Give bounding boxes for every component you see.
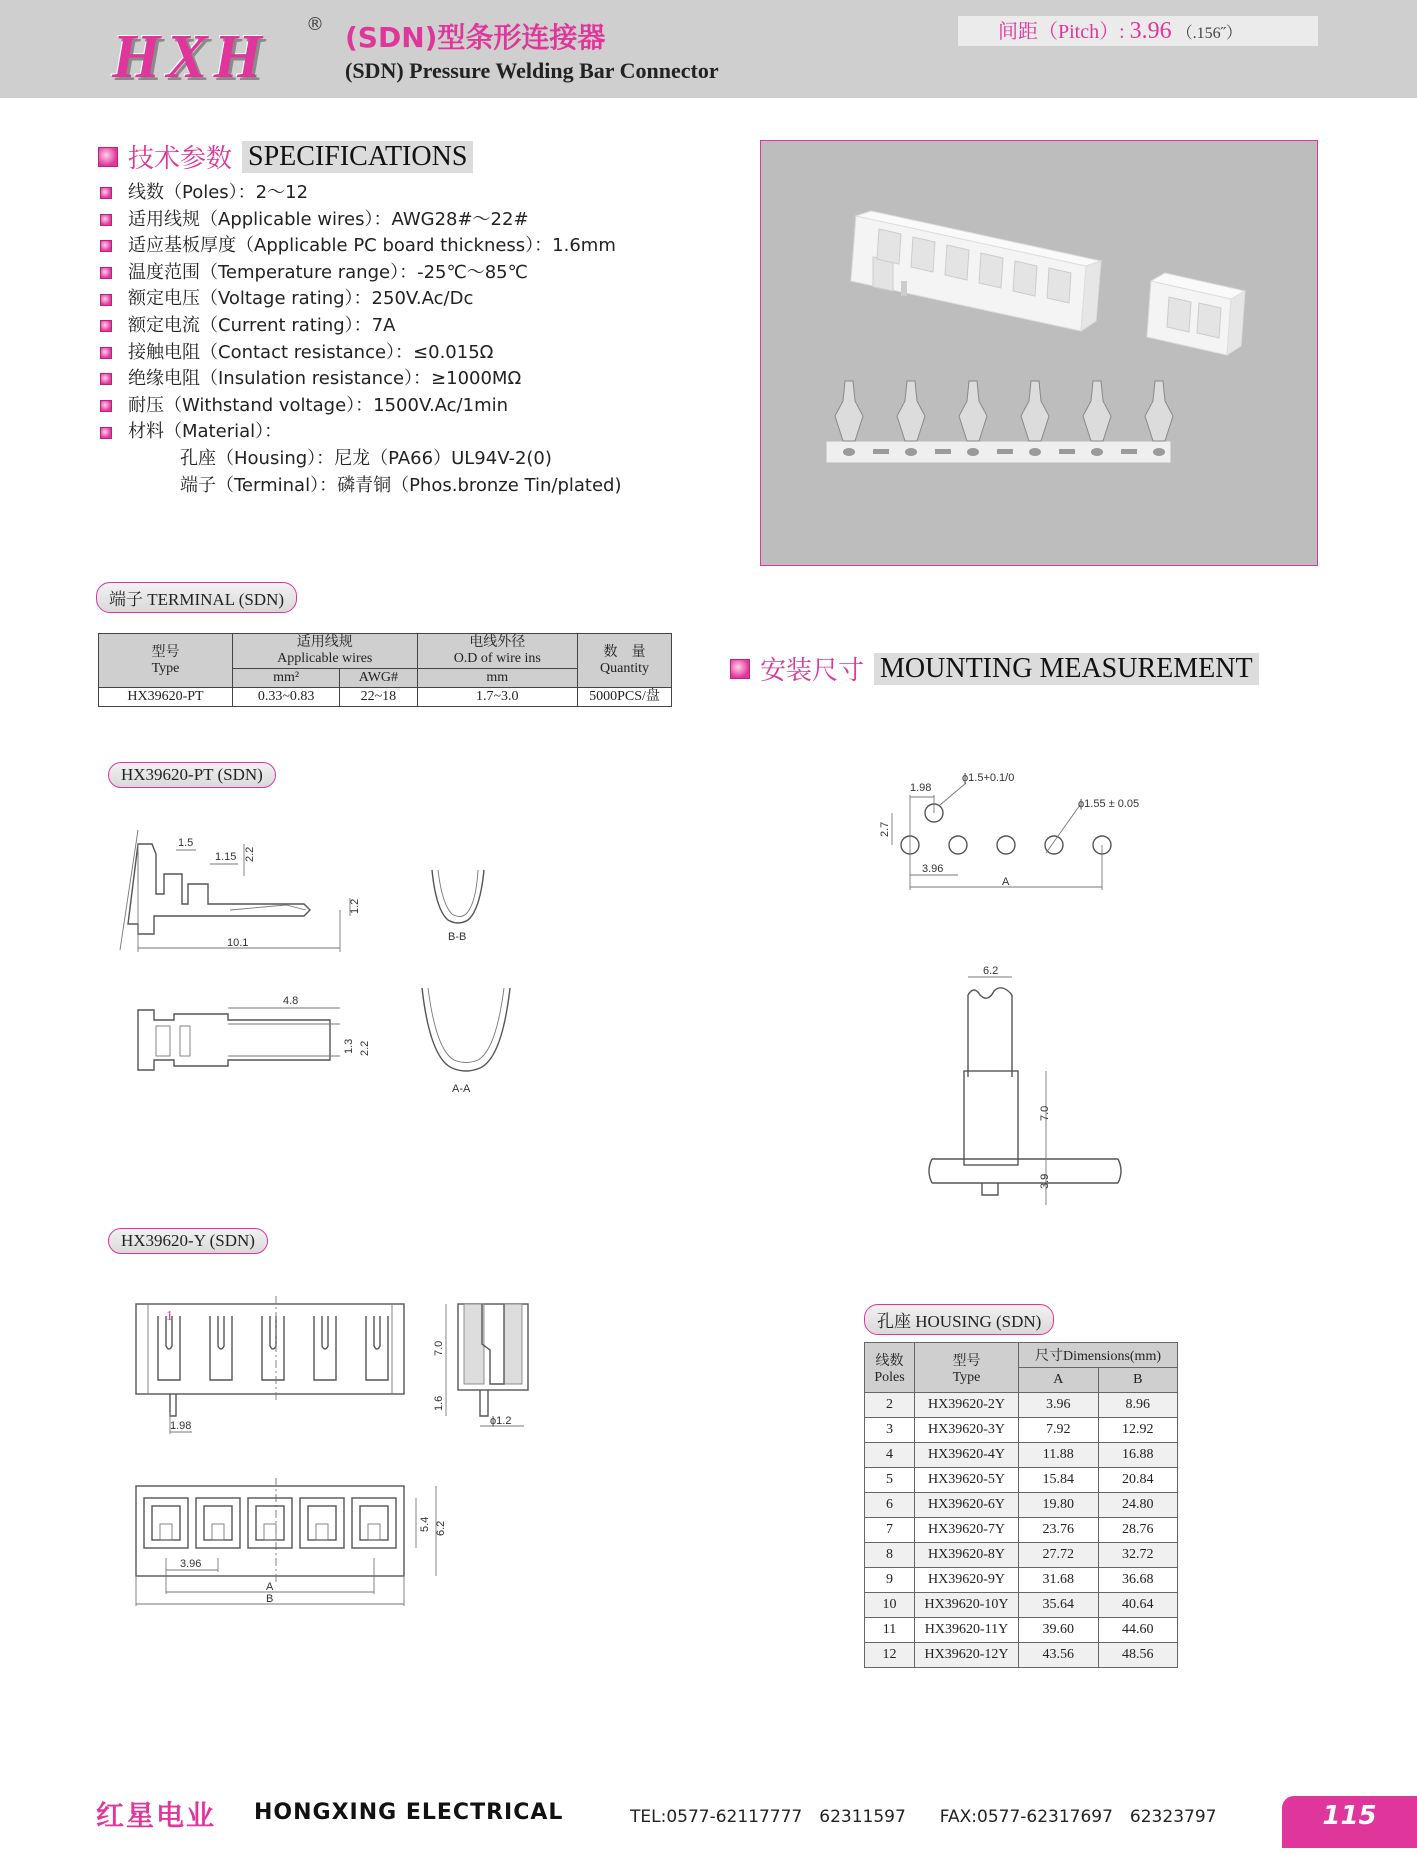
spec-item <box>100 207 622 234</box>
section-a-a-label: A-A <box>452 1083 471 1095</box>
mounting-title-en: MOUNTING MEASUREMENT <box>874 653 1259 685</box>
cell-b: 36.68 <box>1098 1568 1178 1593</box>
page-number: 115 <box>1282 1796 1417 1848</box>
connector-photo-illustration <box>761 141 1319 567</box>
mount-hole-b-dim: ϕ1.55 ± 0.05 <box>1078 798 1140 810</box>
th-mm2: mm² <box>233 669 340 688</box>
table-row <box>865 1593 1178 1618</box>
cell-od: 1.7~3.0 <box>417 688 578 707</box>
cell-type: HX39620-2Y <box>915 1393 1019 1418</box>
cell-b: 24.80 <box>1098 1493 1178 1518</box>
cell-poles: 3 <box>865 1418 915 1443</box>
housing-dim-3-96: 3.96 <box>180 1558 202 1570</box>
dim-10-1: 10.1 <box>227 937 249 949</box>
registered-mark: ® <box>306 14 324 35</box>
section-b-b-label: B-B <box>448 931 467 943</box>
cell-a: 7.92 <box>1019 1418 1099 1443</box>
cell-a: 15.84 <box>1019 1468 1099 1493</box>
housing-dim-phi-1-2: ϕ1.2 <box>490 1415 512 1427</box>
cell-type: HX39620-6Y <box>915 1493 1019 1518</box>
dim-2-2: 2.2 <box>244 846 256 862</box>
cell-a: 43.56 <box>1019 1643 1099 1668</box>
cell-poles: 6 <box>865 1493 915 1518</box>
specifications-list <box>100 180 622 499</box>
table-row <box>865 1643 1178 1668</box>
dim-1-2: 1.2 <box>349 898 361 914</box>
square-bullet-icon <box>98 147 118 167</box>
cell-a: 3.96 <box>1019 1393 1099 1418</box>
spec-item <box>100 260 622 287</box>
square-bullet-icon <box>100 294 112 306</box>
cell-type: HX39620-12Y <box>915 1643 1019 1668</box>
th-quantity: 数 量 Quantity <box>578 634 672 688</box>
spec-item <box>100 233 622 260</box>
spec-item <box>100 419 622 446</box>
table-row <box>865 1468 1178 1493</box>
cell-b: 44.60 <box>1098 1618 1178 1643</box>
th-wires: 适用线规 Applicable wires <box>233 634 418 669</box>
housing-dim-1-98: 1.98 <box>170 1420 192 1432</box>
housing-dim-b: B <box>266 1593 274 1605</box>
cell-b: 12.92 <box>1098 1418 1178 1443</box>
th-type: 型号 Type <box>915 1343 1019 1393</box>
pitch-box <box>958 16 1318 46</box>
housing-dim-1-6: 1.6 <box>433 1395 445 1411</box>
cell-type: HX39620-11Y <box>915 1618 1019 1643</box>
spec-text: 适用线规（Applicable wires）：AWG28#～22# <box>128 208 529 230</box>
table-row <box>865 1543 1178 1568</box>
spec-text: 额定电压（Voltage rating）：250V.Ac/Dc <box>128 288 474 310</box>
cell-b: 20.84 <box>1098 1468 1178 1493</box>
table-row <box>865 1493 1178 1518</box>
mounting-drawing <box>870 765 1170 1215</box>
square-bullet-icon <box>100 427 112 439</box>
spec-item <box>100 366 622 393</box>
table-row <box>865 1418 1178 1443</box>
housing-table <box>864 1342 1178 1668</box>
spec-item <box>100 313 622 340</box>
spec-text: 额定电流（Current rating）：7A <box>128 314 396 336</box>
pin-1-mark: 1 <box>166 1309 173 1324</box>
pt-drawing-label: HX39620-PT (SDN) <box>108 762 276 788</box>
square-bullet-icon <box>100 373 112 385</box>
housing-dim-5-4: 5.4 <box>419 1516 431 1532</box>
housing-label: 孔座 HOUSING (SDN) <box>864 1304 1054 1335</box>
cell-poles: 10 <box>865 1593 915 1618</box>
cell-poles: 4 <box>865 1443 915 1468</box>
cell-a: 23.76 <box>1019 1518 1099 1543</box>
square-bullet-icon <box>730 659 750 679</box>
cell-b: 48.56 <box>1098 1643 1178 1668</box>
cell-mm2: 0.33~0.83 <box>233 688 340 707</box>
spec-text: 接触电阻（Contact resistance）：≤0.015Ω <box>128 341 494 363</box>
square-bullet-icon <box>100 240 112 252</box>
cell-poles: 8 <box>865 1543 915 1568</box>
square-bullet-icon <box>100 267 112 279</box>
spec-text: 材料（Material）： <box>128 421 283 443</box>
mount-hole-dim: ϕ1.5+0.1/0 <box>962 772 1015 784</box>
cell-type: HX39620-7Y <box>915 1518 1019 1543</box>
footer-brand-en: HONGXING ELECTRICAL <box>254 1800 564 1825</box>
mount-dim-7-0: 7.0 <box>1039 1105 1051 1121</box>
th-od: 电线外径 O.D of wire ins <box>417 634 578 669</box>
pitch-inch: （.156˝） <box>1176 25 1243 42</box>
terminal-drawing <box>120 830 540 1100</box>
th-poles: 线数 Poles <box>865 1343 915 1393</box>
cell-poles: 2 <box>865 1393 915 1418</box>
cell-poles: 7 <box>865 1518 915 1543</box>
spec-text: 绝缘电阻（Insulation resistance）：≥1000MΩ <box>128 368 522 390</box>
cell-qty: 5000PCS/盘 <box>578 688 672 707</box>
specifications-title-cn: 技术参数 <box>128 144 233 174</box>
cell-type: HX39620-4Y <box>915 1443 1019 1468</box>
housing-dim-6-2: 6.2 <box>435 1520 447 1536</box>
title-chinese: (SDN)型条形连接器 <box>345 21 606 54</box>
cell-awg: 22~18 <box>340 688 417 707</box>
cell-poles: 5 <box>865 1468 915 1493</box>
mounting-title-cn: 安装尺寸 <box>760 656 865 686</box>
th-type: 型号 Type <box>99 634 233 688</box>
square-bullet-icon <box>100 400 112 412</box>
footer-brand-cn: 红星电业 <box>96 1799 217 1832</box>
specifications-heading <box>98 138 473 175</box>
mount-dim-6-2: 6.2 <box>983 965 999 977</box>
page-header <box>0 0 1417 98</box>
pitch-label: 间距（Pitch）: <box>998 21 1125 43</box>
dim-4-8: 4.8 <box>283 995 299 1007</box>
cell-type: HX39620-10Y <box>915 1593 1019 1618</box>
table-row <box>865 1443 1178 1468</box>
cell-a: 35.64 <box>1019 1593 1099 1618</box>
mount-dim-a: A <box>1002 876 1010 888</box>
table-row <box>99 688 672 707</box>
spec-item <box>100 180 622 207</box>
cell-poles: 12 <box>865 1643 915 1668</box>
cell-b: 28.76 <box>1098 1518 1178 1543</box>
housing-6pin-image <box>851 211 1101 331</box>
terminal-table <box>98 633 672 707</box>
specifications-title-en: SPECIFICATIONS <box>242 141 473 173</box>
th-dimensions: 尺寸Dimensions(mm) <box>1019 1343 1178 1368</box>
square-bullet-icon <box>100 214 112 226</box>
terminal-label: 端子 TERMINAL (SDN) <box>96 582 297 613</box>
cell-b: 32.72 <box>1098 1543 1178 1568</box>
dim-2-2b: 2.2 <box>359 1040 371 1056</box>
cell-a: 31.68 <box>1019 1568 1099 1593</box>
terminal-strip-image <box>826 381 1173 463</box>
housing-dim-a: A <box>266 1581 274 1593</box>
housing-2pin-image <box>1147 273 1245 355</box>
footer-tel: TEL:0577-62117777 62311597 <box>630 1807 906 1827</box>
square-bullet-icon <box>100 347 112 359</box>
spec-item <box>100 286 622 313</box>
cell-a: 39.60 <box>1019 1618 1099 1643</box>
cell-type: HX39620-9Y <box>915 1568 1019 1593</box>
spec-text: 适应基板厚度（Applicable PC board thickness）：1.6mm <box>128 235 616 257</box>
mount-dim-3-96: 3.96 <box>922 863 944 875</box>
brand-logo: HXH <box>112 23 268 91</box>
table-row <box>865 1568 1178 1593</box>
pitch-value: 3.96 <box>1129 18 1172 44</box>
th-awg: AWG# <box>340 669 417 688</box>
housing-drawing <box>130 1296 570 1616</box>
table-row <box>865 1518 1178 1543</box>
cell-type: HX39620-3Y <box>915 1418 1019 1443</box>
square-bullet-icon <box>100 320 112 332</box>
dim-1-5: 1.5 <box>178 837 194 849</box>
table-row <box>865 1618 1178 1643</box>
spec-item <box>100 393 622 420</box>
mount-dim-1-98: 1.98 <box>910 782 932 794</box>
mounting-heading <box>730 650 1259 687</box>
cell-a: 27.72 <box>1019 1543 1099 1568</box>
th-b: B <box>1098 1368 1178 1393</box>
dim-1-15: 1.15 <box>215 851 237 863</box>
cell-type: HX39620-8Y <box>915 1543 1019 1568</box>
cell-a: 11.88 <box>1019 1443 1099 1468</box>
cell-poles: 11 <box>865 1618 915 1643</box>
product-photo <box>760 140 1318 566</box>
spec-text: 线数（Poles）：2～12 <box>128 182 309 203</box>
cell-a: 19.80 <box>1019 1493 1099 1518</box>
material-item: 端子（Terminal）：磷青铜（Phos.bronze Tin/plated) <box>180 474 622 496</box>
cell-b: 8.96 <box>1098 1393 1178 1418</box>
housing-dim-7-0: 7.0 <box>433 1340 445 1356</box>
th-od-unit: mm <box>417 669 578 688</box>
y-drawing-label: HX39620-Y (SDN) <box>108 1228 268 1254</box>
footer-fax: FAX:0577-62317697 62323797 <box>939 1807 1217 1827</box>
mount-dim-3-9: 3.9 <box>1039 1173 1051 1189</box>
spec-item <box>100 340 622 367</box>
cell-type: HX39620-PT <box>99 688 233 707</box>
cell-poles: 9 <box>865 1568 915 1593</box>
square-bullet-icon <box>100 187 112 199</box>
dim-1-3: 1.3 <box>343 1038 355 1054</box>
cell-type: HX39620-5Y <box>915 1468 1019 1493</box>
cell-b: 16.88 <box>1098 1443 1178 1468</box>
th-a: A <box>1019 1368 1099 1393</box>
cell-b: 40.64 <box>1098 1593 1178 1618</box>
table-row <box>865 1393 1178 1418</box>
mount-dim-2-7: 2.7 <box>879 821 891 837</box>
spec-text: 温度范围（Temperature range）：-25℃～85℃ <box>128 261 528 283</box>
spec-text: 耐压（Withstand voltage）：1500V.Ac/1min <box>128 394 509 416</box>
material-item: 孔座（Housing）：尼龙（PA66）UL94V-2(0) <box>180 447 552 469</box>
title-english: (SDN) Pressure Welding Bar Connector <box>345 58 719 83</box>
footer-contact <box>630 1802 1216 1827</box>
